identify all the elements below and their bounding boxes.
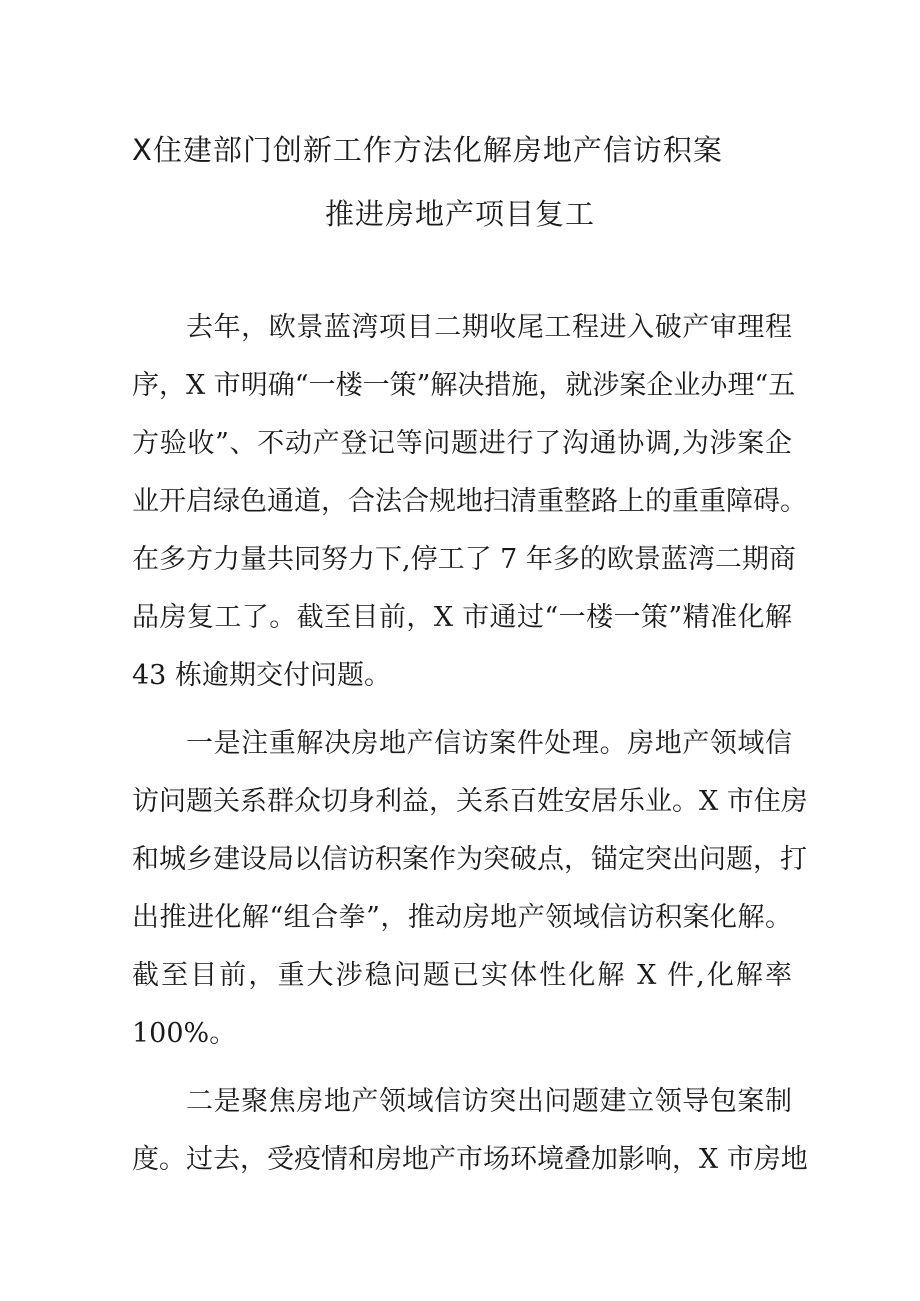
paragraph-3-line-2: 度。过去，受疫情和房地产市场环境叠加影响，X 市房地: [132, 1144, 808, 1175]
paragraph-2-line-3: 和城乡建设局以信访积案作为突破点，锚定突出问题，打: [132, 844, 807, 875]
paragraph-2-line-4: 出推进化解“组合拳”，推动房地产领域信访积案化解。: [132, 902, 792, 933]
paragraph-1-line-4: 业开启绿色通道，合法合规地扫清重整路上的重重障碍。: [132, 486, 807, 517]
document-title-line-2: 推进房地产项目复工: [324, 197, 595, 231]
document-title-line-1: X住建部门创新工作方法化解房地产信访积案: [132, 133, 723, 167]
paragraph-1-line-1: 去年，欧景蓝湾项目二期收尾工程进入破产审理程: [186, 312, 792, 343]
paragraph-1-line-3: 方验收”、不动产登记等问题进行了沟通协调,为涉案企: [132, 428, 792, 459]
paragraph-2-line-5: 截至目前，重大涉稳问题已实体性化解 X 件,化解率: [132, 960, 792, 991]
paragraph-1-line-6: 品房复工了。截至目前，X 市通过“一楼一策”精准化解: [132, 602, 792, 633]
paragraph-1-line-7: 43 栋逾期交付问题。: [132, 660, 391, 691]
paragraph-3-line-1: 二是聚焦房地产领域信访突出问题建立领导包案制: [186, 1086, 792, 1117]
paragraph-2-line-6: 100%。: [132, 1018, 237, 1049]
paragraph-1-line-2: 序，X 市明确“一楼一策”解决措施，就涉案企业办理“五: [132, 370, 796, 401]
paragraph-2-line-2: 访问题关系群众切身利益，关系百姓安居乐业。X 市住房: [132, 786, 808, 817]
paragraph-2-line-1: 一是注重解决房地产信访案件处理。房地产领域信: [186, 728, 792, 759]
paragraph-1-line-5: 在多方力量共同努力下,停工了 7 年多的欧景蓝湾二期商: [132, 544, 796, 575]
